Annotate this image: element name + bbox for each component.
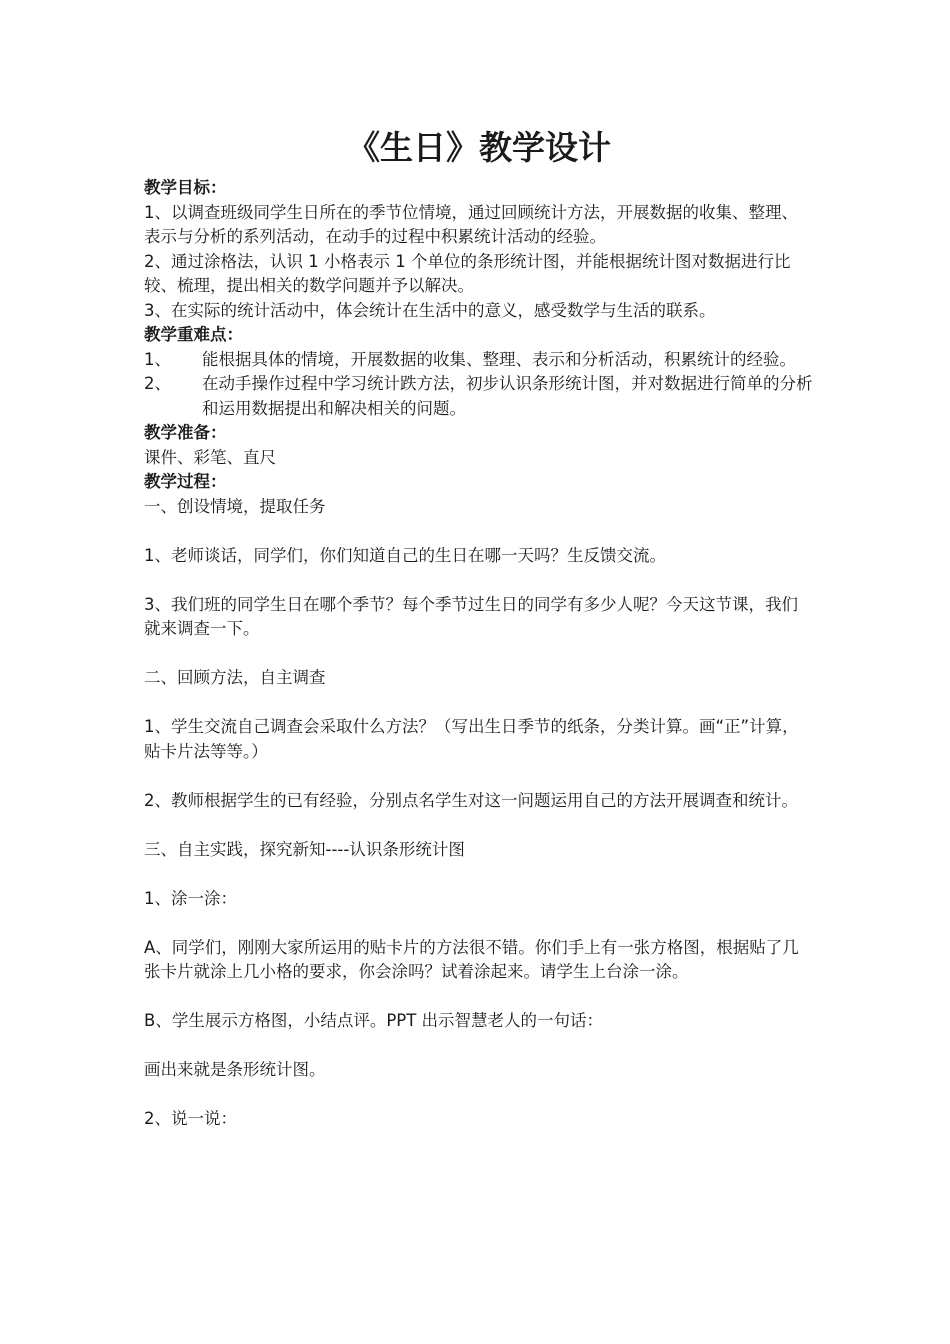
objective-item: 3、在实际的统计活动中，体会统计在生活中的意义，感受数学与生活的联系。 — [144, 300, 716, 320]
key-point-item — [144, 348, 814, 373]
document-title: 《生日》教学设计 — [347, 128, 611, 167]
objectives-heading: 教学目标： — [144, 178, 227, 197]
key-point-text: 在动手操作过程中学习统计跌方法，初步认识条形统计图，并对数据进行简单的分析和运用数据提出和解决相关的问题。 — [202, 374, 813, 418]
preparation-heading: 教学准备： — [144, 423, 227, 442]
objective-item: 2、通过涂格法，认识 1 小格表示 1 个单位的条形统计图，并能根据统计图对数据进行比较、梳理，提出相关的数学问题并予以解决。 — [144, 251, 791, 295]
section-heading: 二、回顾方法，自主调查 — [144, 668, 326, 687]
paragraph: 1、老师谈话，同学们，你们知道自己的生日在哪一天吗？生反馈交流。 — [144, 545, 666, 565]
section-heading: 三、自主实践，探究新知----认识条形统计图 — [144, 839, 465, 859]
objective-item: 1、以调查班级同学生日所在的季节位情境，通过回顾统计方法，开展数据的收集、整理、表示与分析的系列活动，在动手的过程中积累统计活动的经验。 — [144, 202, 798, 246]
paragraph: 2、说一说： — [144, 1109, 237, 1128]
key-point-item — [144, 372, 814, 421]
key-points-heading: 教学重难点： — [144, 325, 243, 344]
paragraph: 2、教师根据学生的已有经验，分别点名学生对这一问题运用自己的方法开展调查和统计。 — [144, 790, 798, 810]
paragraph: A、同学们，刚刚大家所运用的贴卡片的方法很不错。你们手上有一张方格图，根据贴了几张卡片就涂上几小格的要求，你会涂吗？试着涂起来。请学生上台涂一涂。 — [144, 937, 799, 981]
key-point-text: 能根据具体的情境，开展数据的收集、整理、表示和分析活动，积累统计的经验。 — [202, 349, 796, 369]
section-heading: 一、创设情境，提取任务 — [144, 496, 326, 516]
paragraph: 画出来就是条形统计图。 — [144, 1060, 326, 1079]
paragraph: B、学生展示方格图，小结点评。PPT 出示智慧老人的一句话： — [144, 1011, 604, 1030]
preparation-text: 课件、彩笔、直尺 — [144, 447, 276, 467]
key-point-number: 1、 — [144, 349, 171, 369]
paragraph: 3、我们班的同学生日在哪个季节？每个季节过生日的同学有多少人呢？今天这节课，我们就来调查一下。 — [144, 594, 798, 638]
document-page — [144, 120, 814, 1132]
paragraph: 1、涂一涂： — [144, 888, 237, 908]
key-point-number: 2、 — [144, 374, 171, 393]
paragraph: 1、学生交流自己调查会采取什么方法？（写出生日季节的纸条，分类计算。画“正”计算，贴卡片法等等。） — [144, 717, 799, 761]
process-heading: 教学过程： — [144, 472, 227, 491]
